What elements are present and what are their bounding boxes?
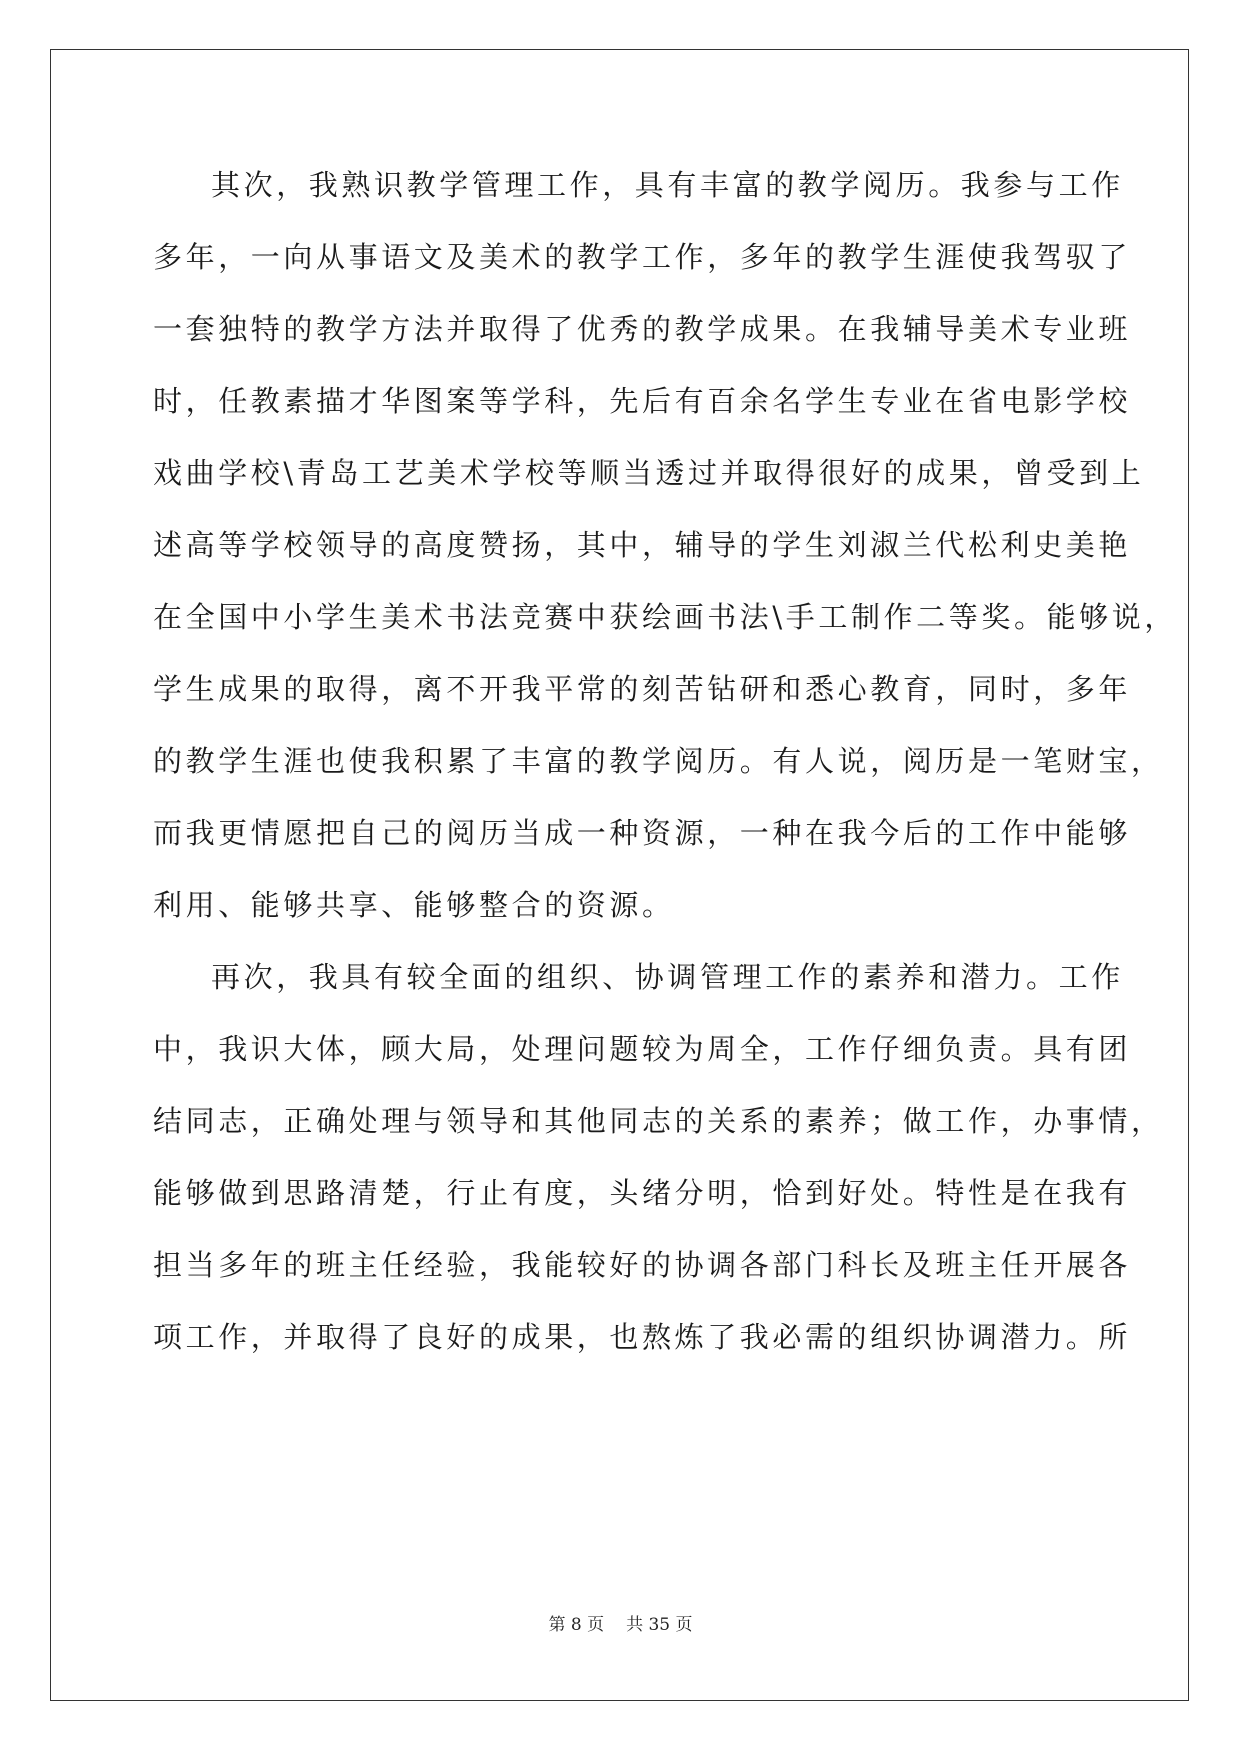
paragraph-1-line-8: 学生成果的取得，离不开我平常的刻苦钻研和悉心教育，同时，多年 [153,672,1132,706]
paragraph-2-line-1: 再次，我具有较全面的组织、协调管理工作的素养和潜力。工作 [211,960,1124,994]
paragraph-2-line-3: 结同志，正确处理与领导和其他同志的关系的素养；做工作，办事情， [153,1104,1164,1138]
paragraph-2-line-5: 担当多年的班主任经验，我能较好的协调各部门科长及班主任开展各 [153,1248,1132,1282]
paragraph-1-line-6: 述高等学校领导的高度赞扬，其中，辅导的学生刘淑兰代松利史美艳 [153,528,1132,562]
paragraph-1-line-3: 一套独特的教学方法并取得了优秀的教学成果。在我辅导美术专业班 [153,312,1132,346]
paragraph-1-line-10: 而我更情愿把自己的阅历当成一种资源，一种在我今后的工作中能够 [153,816,1132,850]
paragraph-1-line-9: 的教学生涯也使我积累了丰富的教学阅历。有人说，阅历是一笔财宝， [153,744,1164,778]
page-border [50,49,1189,1701]
paragraph-1-line-4: 时，任教素描才华图案等学科，先后有百余名学生专业在省电影学校 [153,384,1132,418]
page-footer [0,1613,1241,1637]
paragraph-2-line-6: 项工作，并取得了良好的成果，也熬炼了我必需的组织协调潜力。所 [153,1320,1132,1354]
page-number: 第 8 页 [548,1615,605,1635]
paragraph-2-line-2: 中，我识大体，顾大局，处理问题较为周全，工作仔细负责。具有团 [153,1032,1132,1066]
paragraph-1-line-11: 利用、能够共享、能够整合的资源。 [153,888,675,922]
paragraph-1-line-7: 在全国中小学生美术书法竞赛中获绘画书法\手工制作二等奖。能够说， [153,600,1177,634]
paragraph-1-line-5: 戏曲学校\青岛工艺美术学校等顺当透过并取得很好的成果，曾受到上 [153,456,1145,490]
paragraph-1-line-2: 多年，一向从事语文及美术的教学工作，多年的教学生涯使我驾驭了 [153,240,1132,274]
paragraph-2-line-4: 能够做到思路清楚，行止有度，头绪分明，恰到好处。特性是在我有 [153,1176,1132,1210]
page-total: 共 35 页 [626,1615,693,1635]
paragraph-1-line-1: 其次，我熟识教学管理工作，具有丰富的教学阅历。我参与工作 [211,168,1124,202]
